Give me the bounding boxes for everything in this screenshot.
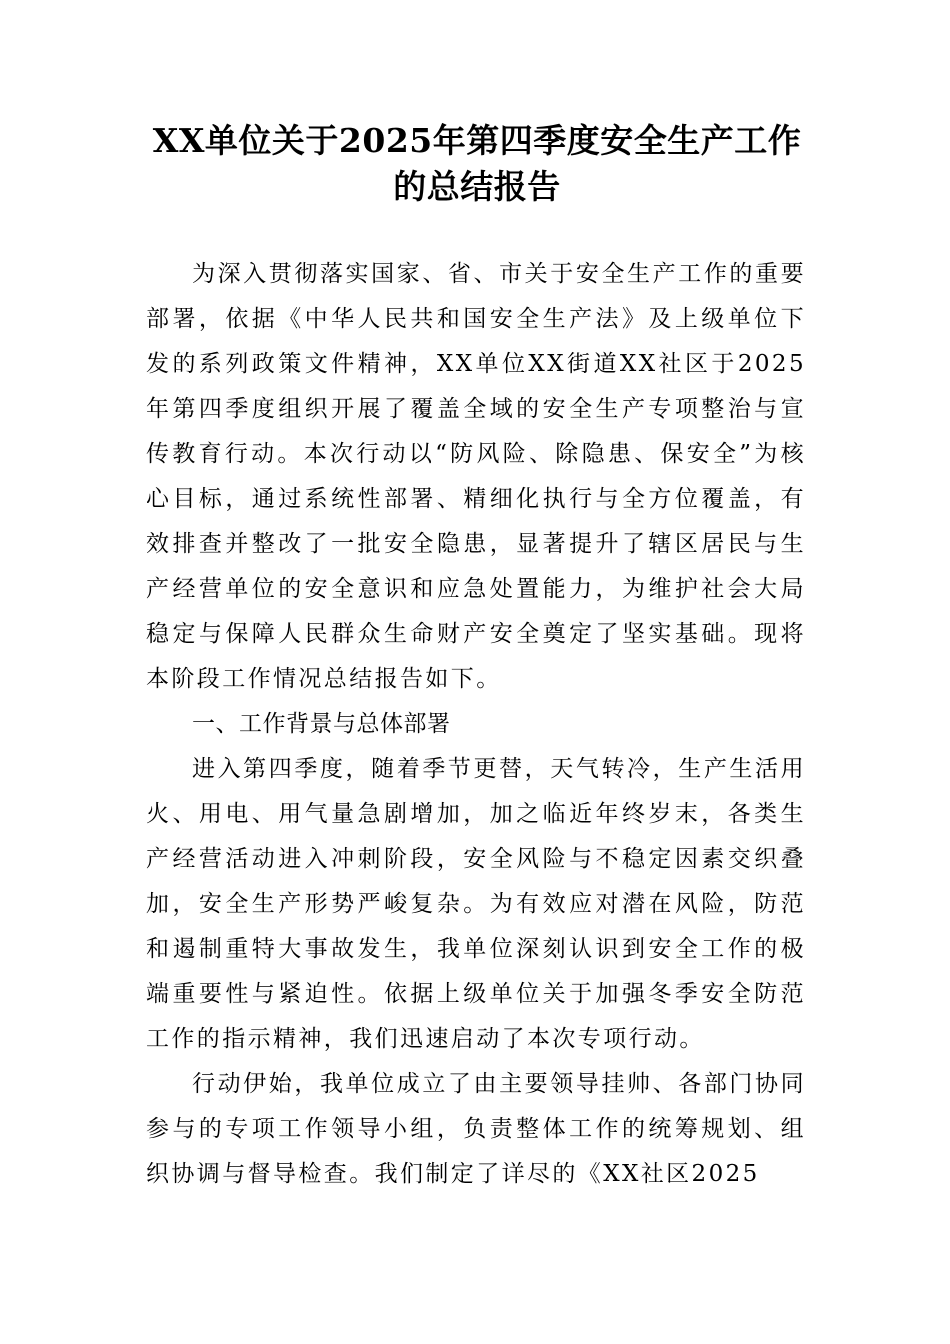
section-heading-1: 一、工作背景与总体部署 [192, 711, 451, 737]
document-body [146, 252, 806, 1197]
document-title: XX单位关于2025年第四季度安全生产工作的总结报告 [152, 121, 802, 206]
background-paragraph: 进入第四季度，随着季节更替，天气转冷，生产生活用火、用电、用气量急剧增加，加之临近年终岁末，各类生产经营活动进入冲刺阶段，安全风险与不稳定因素交织叠加，安全生产形势严峻复杂。为有效应对潜在风险，防范和遏制重特大事故发生，我单位深刻认识到安全工作的极端重要性与紧迫性。依据上级单位关于加强冬季安全防范工作的指示精神，我们迅速启动了本次专项行动。 [146, 756, 806, 1052]
deployment-paragraph: 行动伊始，我单位成立了由主要领导挂帅、各部门协同参与的专项工作领导小组，负责整体工作的统筹规划、组织协调与督导检查。我们制定了详尽的《XX社区2025 [146, 1071, 806, 1187]
intro-paragraph: 为深入贯彻落实国家、省、市关于安全生产工作的重要部署，依据《中华人民共和国安全生产法》及上级单位下发的系列政策文件精神，XX单位XX街道XX社区于2025年第四季度组织开展了覆盖全域的安全生产专项整治与宣传教育行动。本次行动以“防风险、除隐患、保安全”为核心目标，通过系统性部署、精细化执行与全方位覆盖，有效排查并整改了一批安全隐患，显著提升了辖区居民与生产经营单位的安全意识和应急处置能力，为维护社会大局稳定与保障人民群众生命财产安全奠定了坚实基础。现将本阶段工作情况总结报告如下。 [146, 261, 806, 692]
